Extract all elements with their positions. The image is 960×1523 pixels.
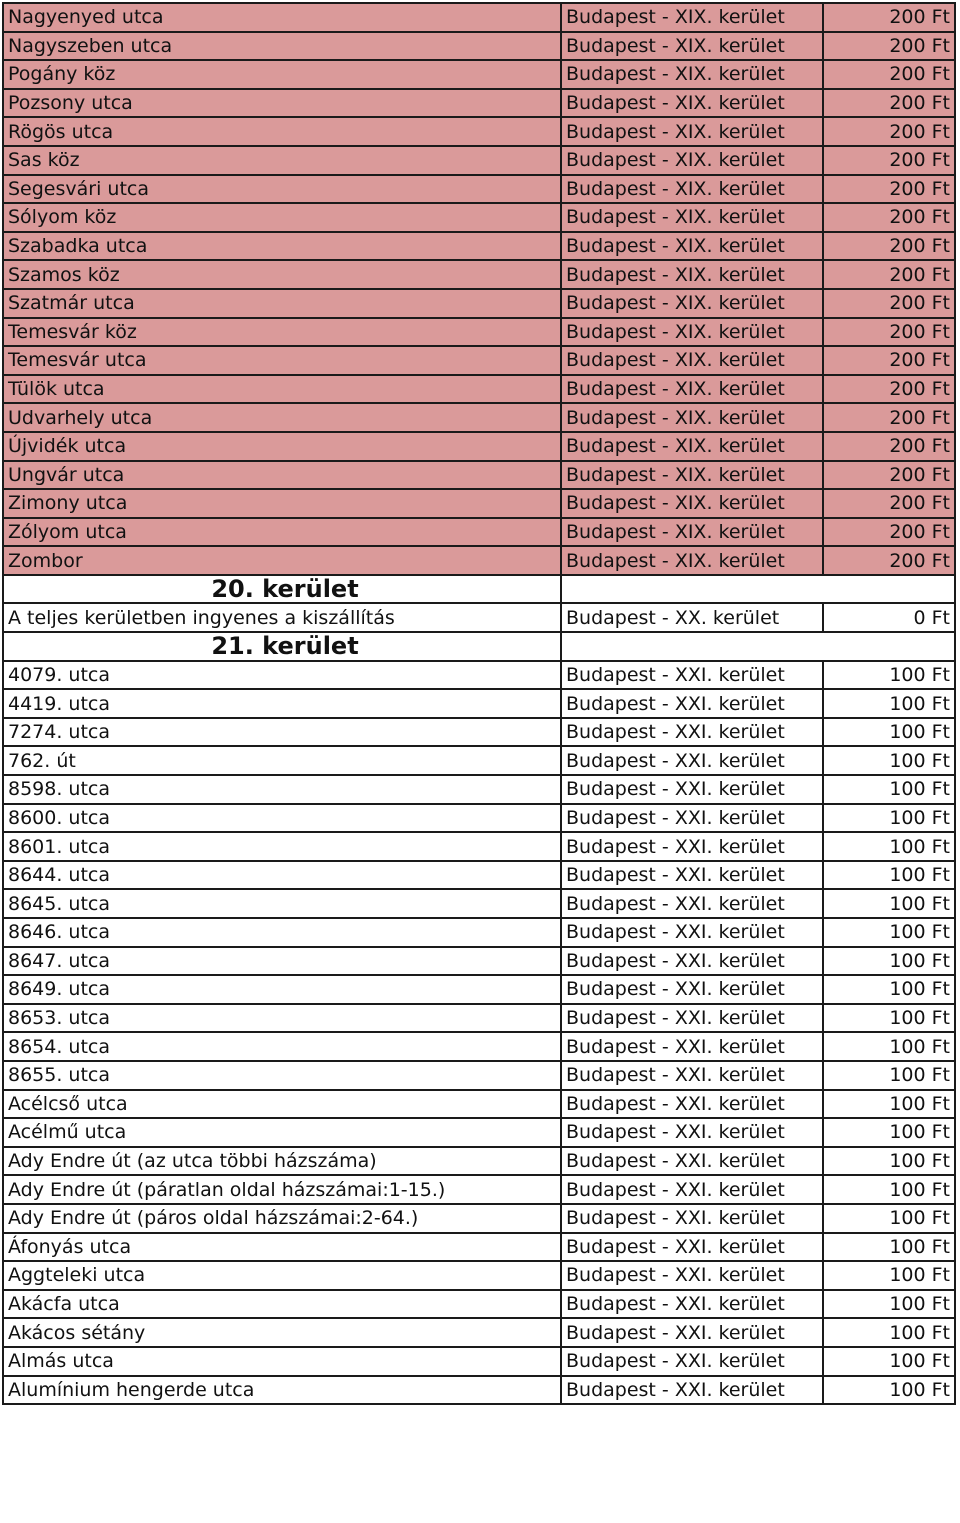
table-row: [3, 947, 955, 976]
price-cell: 200 Ft: [823, 3, 955, 32]
delivery-fee-table: [2, 2, 956, 1405]
table-row: [3, 1090, 955, 1119]
price-cell: 100 Ft: [823, 861, 955, 890]
district-cell: Budapest - XXI. kerület: [561, 775, 823, 804]
street-cell: Akácfa utca: [3, 1290, 561, 1319]
street-cell: 8644. utca: [3, 861, 561, 890]
price-cell: 100 Ft: [823, 661, 955, 690]
district-cell: Budapest - XXI. kerület: [561, 861, 823, 890]
district-cell: Budapest - XIX. kerület: [561, 203, 823, 232]
price-cell: 100 Ft: [823, 689, 955, 718]
table-row: [3, 746, 955, 775]
street-cell: Aggteleki utca: [3, 1261, 561, 1290]
price-cell: 100 Ft: [823, 1118, 955, 1147]
district-cell: Budapest - XXI. kerület: [561, 746, 823, 775]
district-cell: Budapest - XIX. kerület: [561, 461, 823, 490]
empty-cell: [561, 632, 955, 661]
district-heading: 20. kerület: [211, 575, 359, 604]
price-cell: 100 Ft: [823, 1004, 955, 1033]
table-row: [3, 804, 955, 833]
price-cell: 100 Ft: [823, 1032, 955, 1061]
price-cell: 200 Ft: [823, 175, 955, 204]
district-cell: Budapest - XIX. kerület: [561, 346, 823, 375]
street-cell: Pogány köz: [3, 60, 561, 89]
table-row: [3, 3, 955, 32]
street-cell: 8645. utca: [3, 889, 561, 918]
district-cell: Budapest - XXI. kerület: [561, 1118, 823, 1147]
district-cell: Budapest - XXI. kerület: [561, 1233, 823, 1262]
street-cell: Újvidék utca: [3, 432, 561, 461]
district-cell: Budapest - XIX. kerület: [561, 432, 823, 461]
price-cell: 200 Ft: [823, 318, 955, 347]
district-cell: Budapest - XIX. kerület: [561, 318, 823, 347]
street-cell: 8655. utca: [3, 1061, 561, 1090]
table-row: [3, 975, 955, 1004]
table-row: [3, 346, 955, 375]
table-row: [3, 60, 955, 89]
district-heading-cell: [3, 575, 561, 604]
price-cell: 200 Ft: [823, 461, 955, 490]
district-cell: Budapest - XXI. kerület: [561, 889, 823, 918]
price-cell: 200 Ft: [823, 117, 955, 146]
street-cell: Zólyom utca: [3, 518, 561, 547]
district-cell: Budapest - XX. kerület: [561, 603, 823, 632]
price-cell: 100 Ft: [823, 1233, 955, 1262]
table-row: [3, 918, 955, 947]
table-row: [3, 1376, 955, 1405]
street-cell: 8601. utca: [3, 832, 561, 861]
district-cell: Budapest - XIX. kerület: [561, 175, 823, 204]
table-row: [3, 146, 955, 175]
district-cell: Budapest - XIX. kerület: [561, 546, 823, 575]
street-cell: Segesvári utca: [3, 175, 561, 204]
street-cell: Sas köz: [3, 146, 561, 175]
street-cell: Temesvár utca: [3, 346, 561, 375]
district-cell: Budapest - XIX. kerület: [561, 232, 823, 261]
district-cell: Budapest - XXI. kerület: [561, 804, 823, 833]
district-cell: Budapest - XIX. kerület: [561, 146, 823, 175]
street-cell: Akácos sétány: [3, 1318, 561, 1347]
price-cell: 100 Ft: [823, 947, 955, 976]
price-cell: 100 Ft: [823, 1204, 955, 1233]
district-heading-row: [3, 632, 955, 661]
street-cell: 762. út: [3, 746, 561, 775]
district-cell: Budapest - XXI. kerület: [561, 1261, 823, 1290]
table-row: [3, 260, 955, 289]
table-row: [3, 689, 955, 718]
district-cell: Budapest - XXI. kerület: [561, 1090, 823, 1119]
district-cell: Budapest - XXI. kerület: [561, 1318, 823, 1347]
table-row: [3, 1061, 955, 1090]
price-cell: 200 Ft: [823, 375, 955, 404]
district-cell: Budapest - XXI. kerület: [561, 918, 823, 947]
table-row: [3, 89, 955, 118]
price-cell: 100 Ft: [823, 1090, 955, 1119]
price-cell: 200 Ft: [823, 289, 955, 318]
district-cell: Budapest - XIX. kerület: [561, 117, 823, 146]
table-row: [3, 1118, 955, 1147]
table-row: [3, 1175, 955, 1204]
street-cell: 8598. utca: [3, 775, 561, 804]
table-row: [3, 832, 955, 861]
district-heading: 21. kerület: [211, 632, 359, 661]
table-row: [3, 461, 955, 490]
district-cell: Budapest - XXI. kerület: [561, 1204, 823, 1233]
price-cell: 100 Ft: [823, 889, 955, 918]
street-cell: Ady Endre út (páros oldal házszámai:2-64.): [3, 1204, 561, 1233]
price-cell: 200 Ft: [823, 232, 955, 261]
district-cell: Budapest - XXI. kerület: [561, 1032, 823, 1061]
street-cell: Ungvár utca: [3, 461, 561, 490]
district-cell: Budapest - XIX. kerület: [561, 403, 823, 432]
table-row: [3, 318, 955, 347]
table-row: [3, 232, 955, 261]
street-cell: Szamos köz: [3, 260, 561, 289]
district-cell: Budapest - XIX. kerület: [561, 260, 823, 289]
district-cell: Budapest - XIX. kerület: [561, 375, 823, 404]
table-row: [3, 289, 955, 318]
district-cell: Budapest - XIX. kerület: [561, 32, 823, 61]
price-cell: 200 Ft: [823, 432, 955, 461]
price-cell: 100 Ft: [823, 975, 955, 1004]
street-cell: 8600. utca: [3, 804, 561, 833]
table-row: [3, 518, 955, 547]
table-row: [3, 546, 955, 575]
price-cell: 100 Ft: [823, 775, 955, 804]
street-cell: Nagyenyed utca: [3, 3, 561, 32]
table-row: [3, 489, 955, 518]
street-cell: Pozsony utca: [3, 89, 561, 118]
district-cell: Budapest - XXI. kerület: [561, 661, 823, 690]
district-cell: Budapest - XXI. kerület: [561, 1147, 823, 1176]
price-cell: 200 Ft: [823, 146, 955, 175]
table-row: [3, 603, 955, 632]
price-cell: 200 Ft: [823, 60, 955, 89]
district-cell: Budapest - XXI. kerület: [561, 1061, 823, 1090]
price-cell: 200 Ft: [823, 518, 955, 547]
price-cell: 200 Ft: [823, 203, 955, 232]
price-cell: 200 Ft: [823, 346, 955, 375]
table-row: [3, 32, 955, 61]
price-cell: 100 Ft: [823, 804, 955, 833]
street-cell: Almás utca: [3, 1347, 561, 1376]
street-cell: Acélmű utca: [3, 1118, 561, 1147]
price-cell: 100 Ft: [823, 718, 955, 747]
street-cell: Tülök utca: [3, 375, 561, 404]
price-cell: 100 Ft: [823, 1261, 955, 1290]
district-cell: Budapest - XXI. kerület: [561, 947, 823, 976]
district-cell: Budapest - XXI. kerület: [561, 975, 823, 1004]
street-cell: Alumínium hengerde utca: [3, 1376, 561, 1405]
price-cell: 100 Ft: [823, 1175, 955, 1204]
table-row: [3, 403, 955, 432]
street-cell: 8653. utca: [3, 1004, 561, 1033]
street-cell: A teljes kerületben ingyenes a kiszállítás: [3, 603, 561, 632]
street-cell: Áfonyás utca: [3, 1233, 561, 1262]
table-row: [3, 1318, 955, 1347]
price-cell: 100 Ft: [823, 1147, 955, 1176]
table-row: [3, 1261, 955, 1290]
table-row: [3, 117, 955, 146]
table-row: [3, 175, 955, 204]
price-cell: 200 Ft: [823, 89, 955, 118]
price-cell: 200 Ft: [823, 403, 955, 432]
table-row: [3, 861, 955, 890]
table-row: [3, 1032, 955, 1061]
street-cell: Acélcső utca: [3, 1090, 561, 1119]
price-cell: 200 Ft: [823, 546, 955, 575]
price-cell: 100 Ft: [823, 1318, 955, 1347]
street-cell: 8654. utca: [3, 1032, 561, 1061]
district-cell: Budapest - XIX. kerület: [561, 3, 823, 32]
street-cell: 4079. utca: [3, 661, 561, 690]
district-heading-row: [3, 575, 955, 604]
street-cell: 7274. utca: [3, 718, 561, 747]
table-row: [3, 203, 955, 232]
street-cell: 4419. utca: [3, 689, 561, 718]
table-row: [3, 718, 955, 747]
price-cell: 100 Ft: [823, 1061, 955, 1090]
table-row: [3, 1233, 955, 1262]
price-cell: 100 Ft: [823, 1290, 955, 1319]
table-row: [3, 1004, 955, 1033]
table-row: [3, 661, 955, 690]
district-cell: Budapest - XXI. kerület: [561, 832, 823, 861]
delivery-fee-table-body: [3, 3, 955, 1404]
district-cell: Budapest - XXI. kerület: [561, 1376, 823, 1405]
table-row: [3, 775, 955, 804]
street-cell: Zimony utca: [3, 489, 561, 518]
district-cell: Budapest - XIX. kerület: [561, 60, 823, 89]
price-cell: 0 Ft: [823, 603, 955, 632]
table-row: [3, 1204, 955, 1233]
street-cell: Ady Endre út (páratlan oldal házszámai:1-15.): [3, 1175, 561, 1204]
price-cell: 100 Ft: [823, 918, 955, 947]
district-heading-cell: [3, 632, 561, 661]
district-cell: Budapest - XXI. kerület: [561, 718, 823, 747]
price-cell: 200 Ft: [823, 489, 955, 518]
price-cell: 100 Ft: [823, 1376, 955, 1405]
street-cell: Sólyom köz: [3, 203, 561, 232]
street-cell: 8647. utca: [3, 947, 561, 976]
district-cell: Budapest - XXI. kerület: [561, 1175, 823, 1204]
district-cell: Budapest - XXI. kerület: [561, 1004, 823, 1033]
street-cell: Nagyszeben utca: [3, 32, 561, 61]
street-cell: Udvarhely utca: [3, 403, 561, 432]
price-cell: 200 Ft: [823, 260, 955, 289]
district-cell: Budapest - XIX. kerület: [561, 89, 823, 118]
table-row: [3, 432, 955, 461]
price-cell: 200 Ft: [823, 32, 955, 61]
price-cell: 100 Ft: [823, 832, 955, 861]
district-cell: Budapest - XIX. kerület: [561, 489, 823, 518]
table-row: [3, 889, 955, 918]
empty-cell: [561, 575, 955, 604]
district-cell: Budapest - XXI. kerület: [561, 1290, 823, 1319]
district-cell: Budapest - XIX. kerület: [561, 518, 823, 547]
street-cell: 8646. utca: [3, 918, 561, 947]
table-row: [3, 1347, 955, 1376]
table-row: [3, 1290, 955, 1319]
table-row: [3, 375, 955, 404]
street-cell: Szatmár utca: [3, 289, 561, 318]
price-cell: 100 Ft: [823, 746, 955, 775]
street-cell: Temesvár köz: [3, 318, 561, 347]
district-cell: Budapest - XXI. kerület: [561, 689, 823, 718]
district-cell: Budapest - XXI. kerület: [561, 1347, 823, 1376]
street-cell: 8649. utca: [3, 975, 561, 1004]
street-cell: Zombor: [3, 546, 561, 575]
street-cell: Ady Endre út (az utca többi házszáma): [3, 1147, 561, 1176]
district-cell: Budapest - XIX. kerület: [561, 289, 823, 318]
street-cell: Rögös utca: [3, 117, 561, 146]
price-cell: 100 Ft: [823, 1347, 955, 1376]
table-row: [3, 1147, 955, 1176]
street-cell: Szabadka utca: [3, 232, 561, 261]
